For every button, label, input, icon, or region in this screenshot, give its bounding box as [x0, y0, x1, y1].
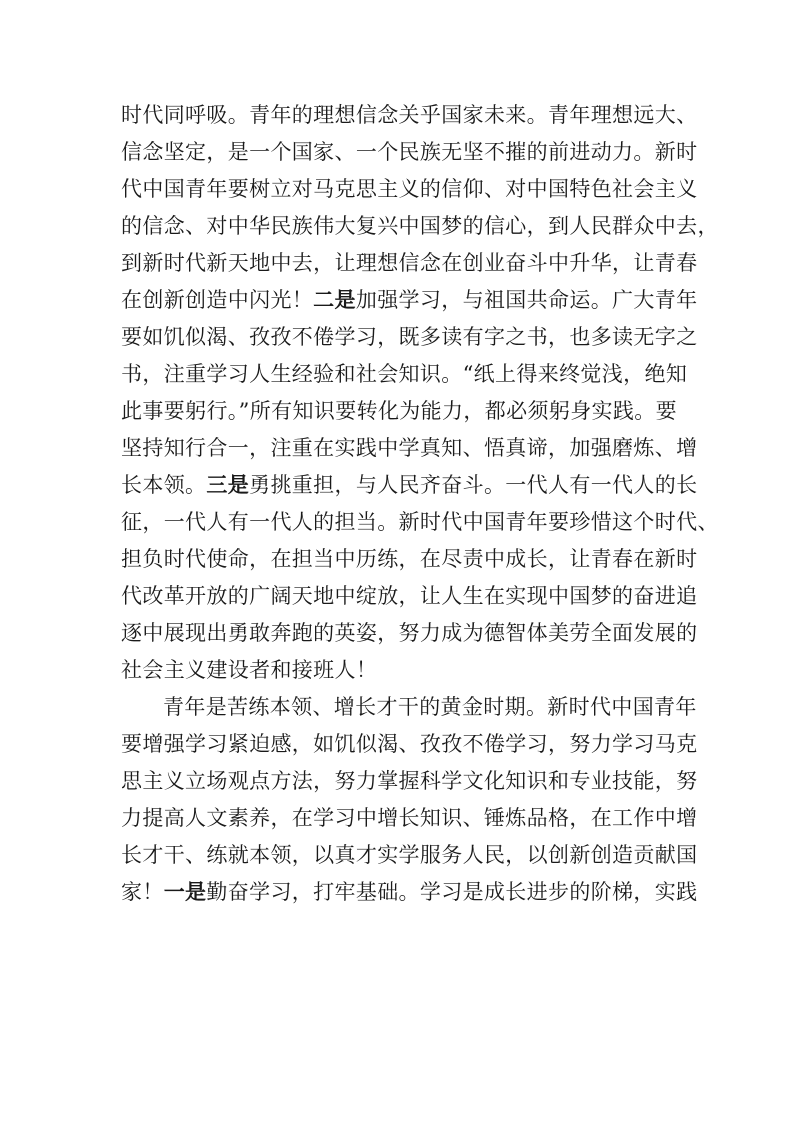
text-line — [163, 692, 697, 722]
text-line — [121, 211, 719, 241]
text-line — [121, 877, 698, 907]
text-line — [121, 137, 698, 167]
text-line — [121, 470, 698, 500]
text-segment: 长才干、练就本领，以真才实学服务人民，以创新创造贡献国 — [121, 843, 698, 867]
text-segment: 此事要躬行。”所有知识要转化为能力，都必须躬身实践。要 — [121, 399, 677, 423]
text-line — [121, 655, 677, 685]
text-line — [121, 766, 698, 796]
emphasis-marker: 三是 — [206, 472, 250, 497]
text-line — [121, 803, 698, 833]
text-segment: 书，注重学习人生经验和社会知识。“纸上得来终觉浅，绝知 — [121, 362, 688, 386]
text-segment: 青年是苦练本领、增长才干的黄金时期。新时代中国青年 — [163, 695, 697, 719]
text-line — [121, 285, 698, 315]
text-segment: 代改革开放的广阔天地中绽放，让人生在实现中国梦的奋进追 — [121, 584, 698, 608]
text-line — [121, 433, 698, 463]
text-segment: 的信念、对中华民族伟大复兴中国梦的信心，到人民群众中去， — [121, 214, 719, 238]
text-segment: 到新时代新天地中去，让理想信念在创业奋斗中升华，让青春 — [121, 251, 698, 275]
text-line — [121, 359, 688, 389]
text-segment: 代中国青年要树立对马克思主义的信仰、对中国特色社会主义 — [121, 177, 698, 201]
text-line — [121, 581, 698, 611]
text-line — [121, 396, 677, 426]
text-segment: 长本领。 — [121, 473, 207, 497]
emphasis-marker: 一是 — [163, 879, 207, 904]
text-segment: 加强学习，与祖国共命运。广大青年 — [355, 288, 698, 312]
text-segment: 要增强学习紧迫感，如饥似渴、孜孜不倦学习，努力学习马克 — [121, 732, 698, 756]
text-segment: 时代同呼吸。青年的理想信念关乎国家未来。青年理想远大、 — [121, 103, 698, 127]
text-segment: 思主义立场观点方法，努力掌握科学文化知识和专业技能，努 — [121, 769, 698, 793]
emphasis-marker: 二是 — [313, 287, 356, 312]
text-segment: 信念坚定，是一个国家、一个民族无坚不摧的前进动力。新时 — [121, 140, 698, 164]
text-line — [121, 840, 698, 870]
text-segment: 勇挑重担，与人民齐奋斗。一代人有一代人的长 — [249, 473, 698, 497]
text-segment: 勤奋学习，打牢基础。学习是成长进步的阶梯，实践 — [206, 880, 698, 904]
text-segment: 逐中展现出勇敢奔跑的英姿，努力成为德智体美劳全面发展的 — [121, 621, 698, 645]
text-line — [121, 507, 719, 537]
text-segment: 力提高人文素养，在学习中增长知识、锤炼品格，在工作中增 — [121, 806, 698, 830]
text-segment: 征，一代人有一代人的担当。新时代中国青年要珍惜这个时代、 — [121, 510, 719, 534]
text-segment: 坚持知行合一，注重在实践中学真知、悟真谛，加强磨炼、增 — [121, 436, 698, 460]
text-line — [121, 544, 698, 574]
text-line — [121, 729, 698, 759]
text-segment: 要如饥似渴、孜孜不倦学习，既多读有字之书，也多读无字之 — [121, 325, 698, 349]
text-line — [121, 100, 698, 130]
text-line — [121, 322, 698, 352]
text-line — [121, 618, 698, 648]
text-segment: 社会主义建设者和接班人！ — [121, 658, 378, 682]
text-line — [121, 248, 698, 278]
text-segment: 家！ — [121, 880, 164, 904]
text-segment: 在创新创造中闪光！ — [121, 288, 314, 312]
text-segment: 担负时代使命，在担当中历练，在尽责中成长，让青春在新时 — [121, 547, 698, 571]
text-line — [121, 174, 698, 204]
